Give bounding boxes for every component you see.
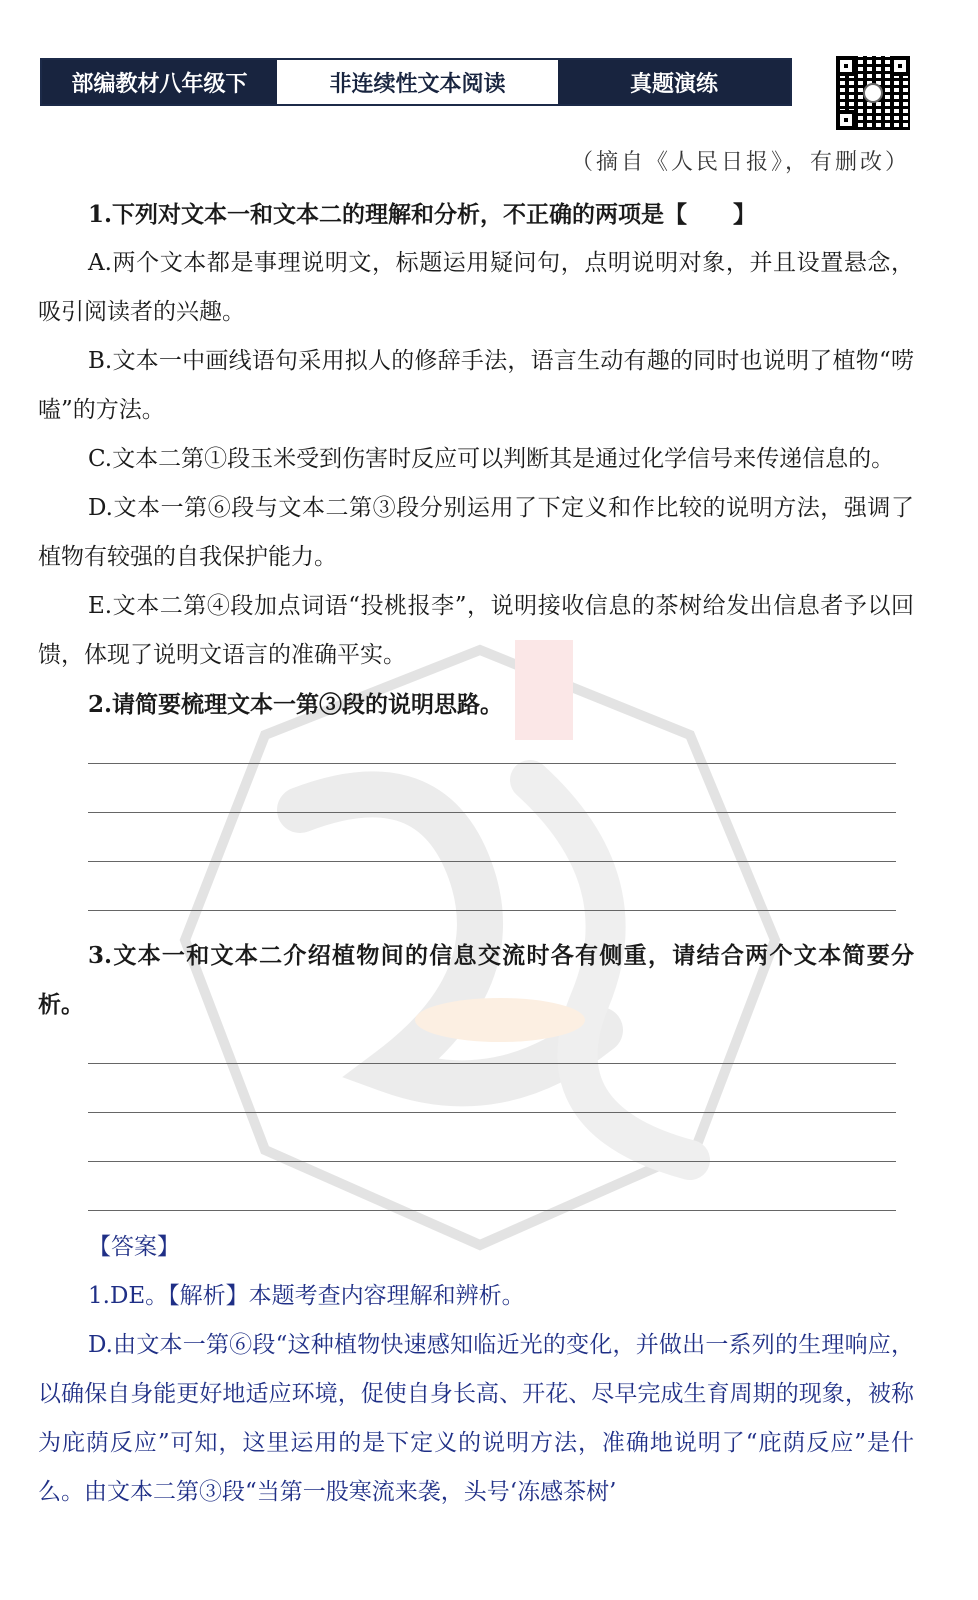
- answer-line-1: 1.DE。【解析】本题考查内容理解和辨析。: [88, 1283, 525, 1309]
- answer-lines-q2[interactable]: [88, 763, 896, 911]
- answer-section: [38, 1223, 914, 1517]
- header-topic: 非连续性文本阅读: [277, 60, 558, 104]
- answer-lines-q3[interactable]: [88, 1063, 896, 1211]
- qr-code-icon: [836, 56, 910, 130]
- question-3-stem: 3.文本一和文本二介绍植物间的信息交流时各有侧重，请结合两个文本简要分析。: [38, 942, 914, 1018]
- question-1-stem: 1.下列对文本一和文本二的理解和分析，不正确的两项是【 】: [88, 201, 757, 228]
- option-b: B.文本一中画线语句采用拟人的修辞手法，语言生动有趣的同时也说明了植物“唠嗑”的方法。: [38, 348, 914, 423]
- option-e: E.文本二第④段加点词语“投桃报李”，说明接收信息的茶树给发出信息者予以回馈，体现了说明文语言的准确平实。: [38, 593, 914, 668]
- header-section: 真题演练: [558, 60, 790, 104]
- option-d: D.文本一第⑥段与文本二第③段分别运用了下定义和作比较的说明方法，强调了植物有较强的自我保护能力。: [38, 495, 914, 570]
- option-a: A.两个文本都是事理说明文，标题运用疑问句，点明说明对象，并且设置悬念，吸引阅读者的兴趣。: [38, 250, 914, 325]
- header-bar: [40, 58, 792, 106]
- question-2-stem: 2.请简要梳理文本一第③段的说明思路。: [88, 691, 504, 718]
- main-content: [38, 190, 914, 1517]
- answer-line-2: D.由文本一第⑥段“这种植物快速感知临近光的变化，并做出一系列的生理响应，以确保自身能更好地适应环境，促使自身长高、开花、尽早完成生育周期的现象，被称为庇荫反应”可知，这里运用的是下定义的说明方法，准确地说明了“庇荫反应”是什么。由文本二第③段“当第一股寒流来袭，头号‘冻感茶树’: [38, 1332, 914, 1505]
- header-grade: 部编教材八年级下: [42, 60, 277, 104]
- option-c: C.文本二第①段玉米受到伤害时反应可以判断其是通过化学信号来传递信息的。: [88, 446, 895, 472]
- answer-heading: 【答案】: [88, 1234, 180, 1260]
- source-citation: （摘自《人民日报》，有删改）: [570, 150, 910, 175]
